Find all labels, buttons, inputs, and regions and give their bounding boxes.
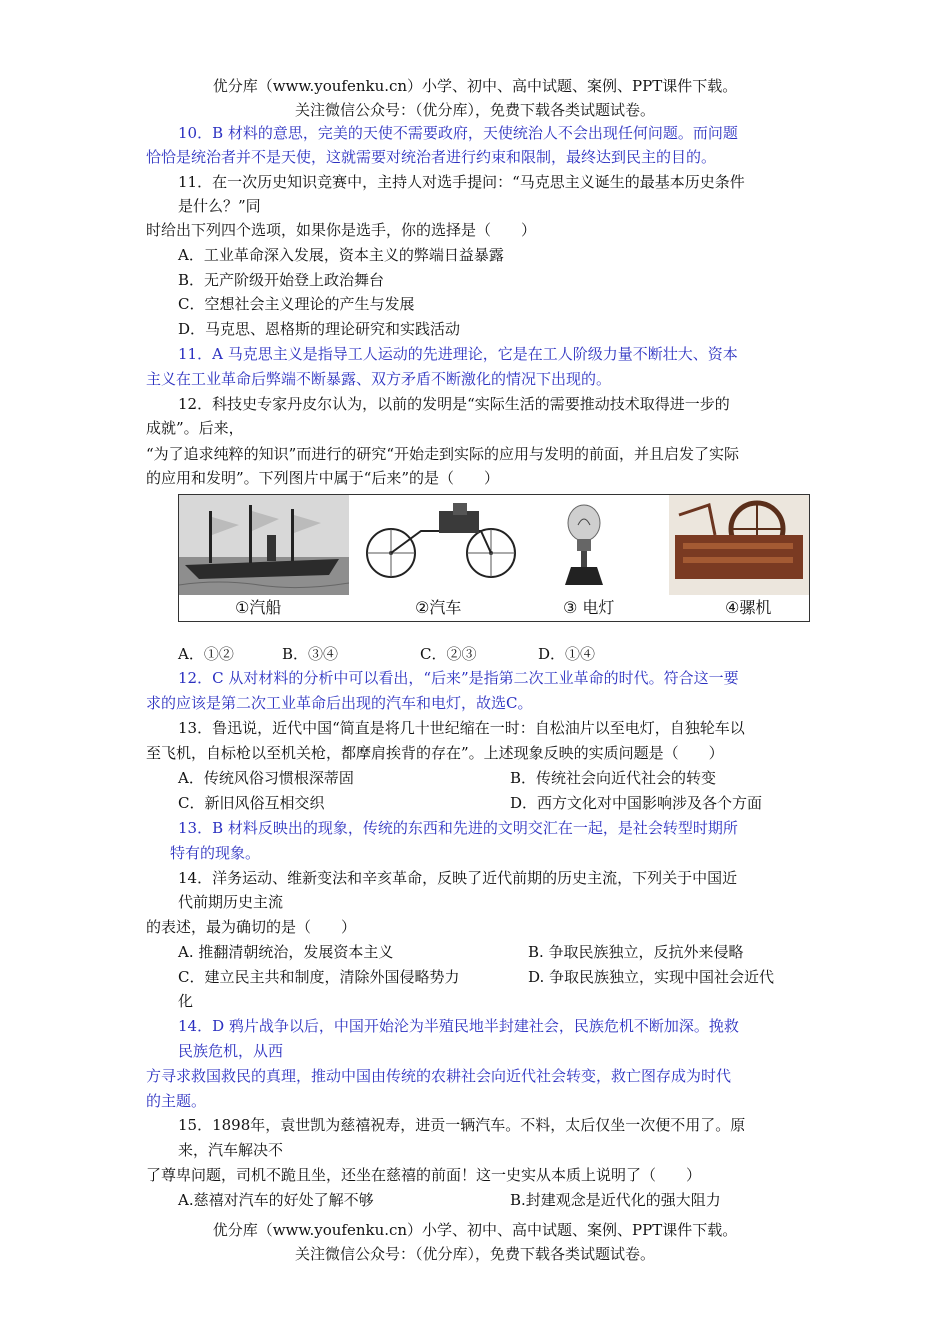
q10-answer-line-1: 10．B 材料的意思，完美的天使不需要政府，天使统治人不会出现任何问题。而问题 [178, 124, 738, 142]
q15-stem-line-2: 来，汽车解决不 [178, 1141, 284, 1159]
q14-option-c: C．建立民主共和制度，清除外国侵略势力 [178, 968, 460, 986]
q10-answer-line-2: 恰恰是统治者并不是天使，这就需要对统治者进行约束和限制，最终达到民主的目的。 [146, 148, 717, 166]
q12-option-c: C．②③ [420, 645, 477, 663]
q15-stem-line-3: 了尊卑问题，司机不跪且坐，还坐在慈禧的前面！这一史实从本质上说明了（ ） [146, 1166, 702, 1184]
q14-option-b: B. 争取民族独立，反抗外来侵略 [528, 943, 744, 961]
caption-steamship: ①汽船 [235, 598, 282, 617]
q11-option-d: D．马克思、恩格斯的理论研究和实践活动 [178, 320, 461, 338]
q11-stem-line-1: 11．在一次历史知识竞赛中，主持人对选手提问：“马克思主义诞生的最基本历史条件 [178, 173, 745, 191]
q14-stem-line-1: 14．洋务运动、维新变法和辛亥革命，反映了近代前期的历史主流，下列关于中国近 [178, 869, 738, 887]
q12-option-a: A．①② [178, 645, 234, 663]
caption-automobile: ②汽车 [415, 598, 462, 617]
automobile-image [361, 495, 521, 595]
q13-option-c: C．新旧风俗互相交织 [178, 794, 325, 812]
q12-stem-line-3: “为了追求纯粹的知识”而进行的研究“开始走到实际的应用与发明的前面，并且启发了实际 [146, 445, 740, 463]
q13-option-b: B．传统社会向近代社会的转变 [510, 769, 717, 787]
header-line-2: 关注微信公众号：（优分库），免费下载各类试题试卷。 [294, 101, 655, 119]
q14-stem-line-3: 的表述，最为确切的是（ ） [146, 918, 357, 936]
q12-answer-line-2: 求的应该是第二次工业革命后出现的汽车和电灯，故选C。 [146, 694, 533, 712]
q11-answer-line-1: 11．A 马克思主义是指导工人运动的先进理论，它是在工人阶级力量不断壮大、资本 [178, 345, 738, 363]
q14-option-d: D. 争取民族独立，实现中国社会近代 [528, 968, 775, 986]
q14-option-d-wrap: 化 [178, 992, 194, 1010]
mule-jenny-image [669, 495, 809, 595]
q11-option-b: B．无产阶级开始登上政治舞台 [178, 271, 385, 289]
q13-stem-line-2: 至飞机，自标枪以至机关枪，都摩肩挨背的存在”。上述现象反映的实质问题是（ ） [146, 744, 724, 762]
q13-answer-line-1: 13．B 材料反映出的现象，传统的东西和先进的文明交汇在一起，是社会转型时期所 [178, 819, 738, 837]
q13-option-a: A．传统风俗习惯根深蒂固 [178, 769, 354, 787]
q15-stem-line-1: 15．1898年，袁世凯为慈禧祝寿，进贡一辆汽车。不料，太后仅坐一次便不用了。原 [178, 1116, 746, 1134]
q13-stem-line-1: 13．鲁迅说，近代中国“简直是将几十世纪缩在一时：自松油片以至电灯，自独轮车以 [178, 719, 745, 737]
electric-lamp-image [539, 495, 629, 595]
header-line-1: 优分库（www.youfenku.cn）小学、初中、高中试题、案例、PPT课件下载。 [212, 77, 738, 95]
caption-electric-lamp: ③ 电灯 [563, 598, 615, 617]
q13-answer-line-2: 特有的现象。 [170, 844, 261, 862]
q12-answer-line-1: 12．C 从对材料的分析中可以看出，“后来”是指第二次工业革命的时代。符合这一要 [178, 669, 739, 687]
q11-option-c: C．空想社会主义理论的产生与发展 [178, 295, 415, 313]
footer-line-1: 优分库（www.youfenku.cn）小学、初中、高中试题、案例、PPT课件下载。 [212, 1221, 738, 1239]
q14-answer-line-3: 方寻求救国救民的真理，推动中国由传统的农耕社会向近代社会转变，救亡图存成为时代 [146, 1067, 732, 1085]
q12-option-d: D．①④ [538, 645, 596, 663]
q11-stem-line-3: 时给出下列四个选项，如果你是选手，你的选择是（ ） [146, 221, 537, 239]
steamship-image [179, 495, 349, 595]
q12-stem-line-4: 的应用和发明”。下列图片中属于“后来”的是（ ） [146, 469, 500, 487]
q11-option-a: A．工业革命深入发展，资本主义的弊端日益暴露 [178, 246, 504, 264]
invention-images-figure [178, 494, 810, 622]
q12-stem-line-2: 成就”。后来， [146, 419, 244, 437]
q15-option-a: A.慈禧对汽车的好处了解不够 [178, 1191, 374, 1209]
q12-option-b: B．③④ [282, 645, 339, 663]
q14-answer-line-1: 14．D 鸦片战争以后，中国开始沦为半殖民地半封建社会，民族危机不断加深。挽救 [178, 1017, 739, 1035]
q14-answer-line-4: 的主题。 [146, 1092, 207, 1110]
q14-option-a: A. 推翻清朝统治，发展资本主义 [178, 943, 394, 961]
q11-answer-line-2: 主义在工业革命后弊端不断暴露、双方矛盾不断激化的情况下出现的。 [146, 370, 612, 388]
q15-option-b: B.封建观念是近代化的强大阻力 [510, 1191, 721, 1209]
q12-stem-line-1: 12．科技史专家丹皮尔认为，以前的发明是“实际生活的需要推动技术取得进一步的 [178, 395, 730, 413]
caption-mule-jenny: ④骡机 [725, 598, 772, 617]
q14-stem-line-2: 代前期历史主流 [178, 893, 284, 911]
q11-stem-line-2: 是什么？”同 [178, 197, 261, 215]
footer-line-2: 关注微信公众号：（优分库），免费下载各类试题试卷。 [294, 1245, 655, 1263]
q14-answer-line-2: 民族危机，从西 [178, 1042, 284, 1060]
q13-option-d: D．西方文化对中国影响涉及各个方面 [510, 794, 763, 812]
